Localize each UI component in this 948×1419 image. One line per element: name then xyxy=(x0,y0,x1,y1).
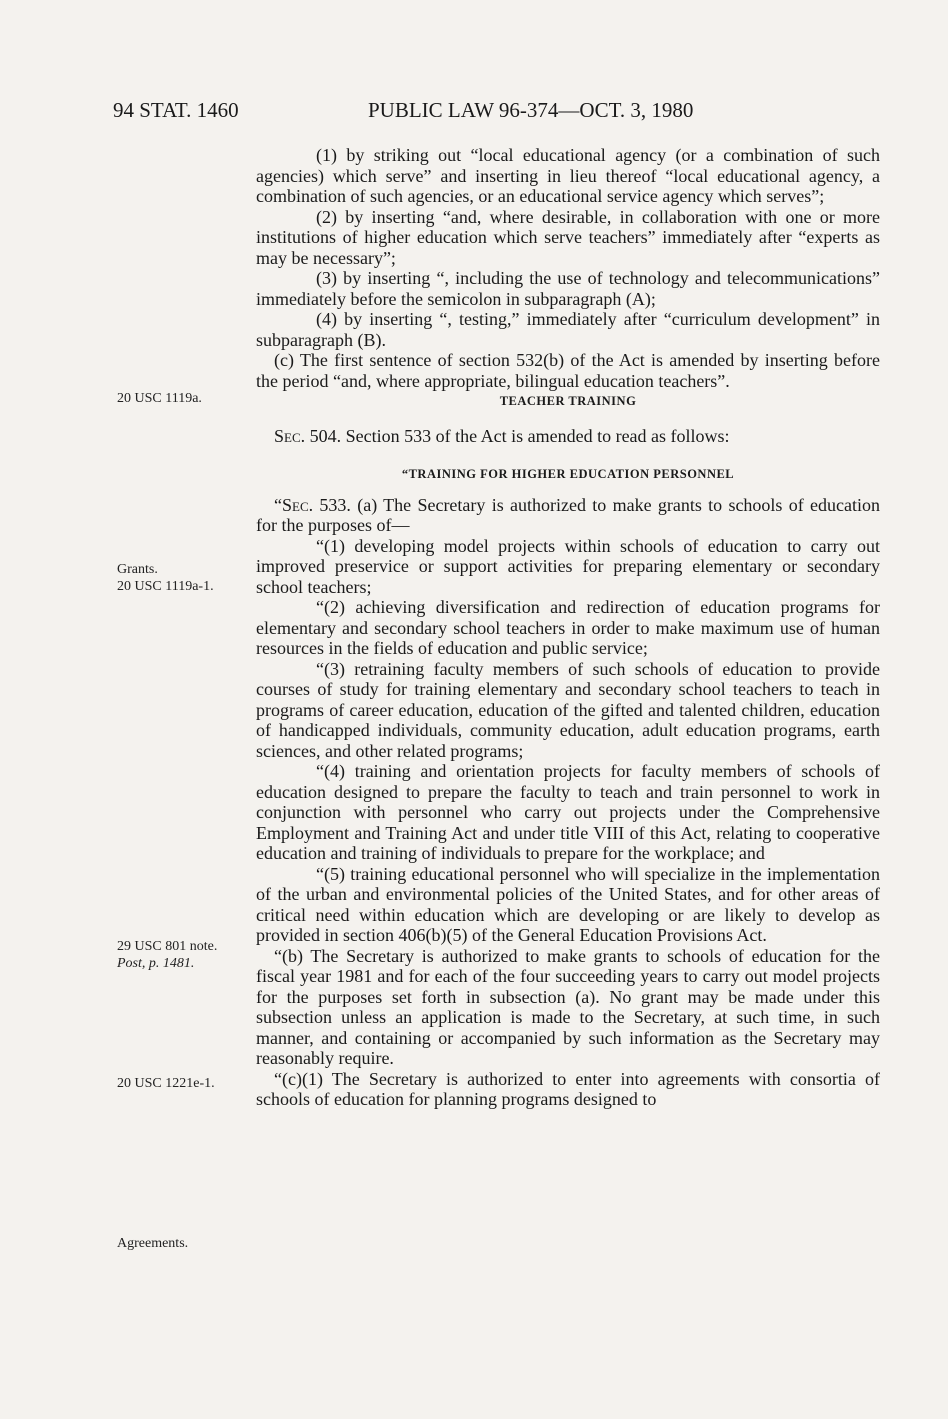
margin-note-usc-1119a-1: 20 USC 1119a-1. xyxy=(117,579,214,594)
stat-citation: 94 STAT. 1460 xyxy=(113,98,239,122)
law-title: PUBLIC LAW 96-374—OCT. 3, 1980 xyxy=(368,98,694,122)
clause-c1: “(c)(1) The Secretary is authorized to enter into agreements with consortia of schools of education for planning programs designed to xyxy=(256,1068,880,1109)
clause-b: “(b) The Secretary is authorized to make grants to schools of education for the fiscal year 1981 and for each of the four succeeding years to carry out model projects for the purposes set forth in subsection (a). No grant may be made under this subsection unless an application is made to the Secretary, at such time, in such manner, and containing or accompanied by such information as the Secretary may reasonably require. xyxy=(256,945,880,1068)
margin-note-grants: Grants. xyxy=(117,562,158,577)
paragraph-3: (3) by inserting “, including the use of technology and telecommunications” immediately before the semicolon in subparagraph (A); xyxy=(256,268,880,309)
paragraph-4: (4) by inserting “, testing,” immediately after “curriculum development” in subparagraph (B). xyxy=(256,309,880,350)
paragraph-5: (c) The first sentence of section 532(b) of the Act is amended by inserting before the period “and, where appropriate, bilingual education teachers”. xyxy=(256,350,880,391)
margin-note-agreements: Agreements. xyxy=(117,1236,189,1251)
document-body xyxy=(256,145,880,1110)
margin-note-usc-801: 29 USC 801 note. xyxy=(117,939,218,954)
margin-note-usc-1221e-1: 20 USC 1221e-1. xyxy=(117,1076,215,1091)
section-504-prefix: Sec. xyxy=(274,425,306,446)
clause-a2: “(2) achieving diversification and redirection of education programs for elementary and secondary school teachers in order to make maximum use of human resources in the fields of education and public service; xyxy=(256,597,880,658)
section-533 xyxy=(256,495,880,536)
paragraph-2: (2) by inserting “and, where desirable, in collaboration with one or more institutions of higher education which serve teachers” immediately after “experts as may be necessary”; xyxy=(256,206,880,268)
heading-training-higher-ed: “TRAINING FOR HIGHER EDUCATION PERSONNEL xyxy=(401,467,735,481)
section-533-text: 533. (a) The Secretary is authorized to make grants to schools of education for the purposes of— xyxy=(256,494,880,535)
paragraph-1: (1) by striking out “local educational agency (or a combination of such agencies) which serve” and inserting in lieu thereof “local educational agency, a combination of such agencies, or an educational service agency which serves”; xyxy=(256,145,880,206)
margin-note-post: Post, p. 1481. xyxy=(117,956,195,971)
section-504 xyxy=(256,426,880,447)
margin-note-usc-1119a: 20 USC 1119a. xyxy=(117,391,202,406)
clause-a5: “(5) training educational personnel who will specialize in the implementation of the urban and environmental policies of the United States, and for other areas of critical need within education which are developing or are likely to develop as provided in section 406(b)(5) of the General Education Provisions Act. xyxy=(256,863,880,945)
heading-teacher-training: TEACHER TRAINING xyxy=(499,394,637,408)
section-533-prefix: “Sec. xyxy=(274,494,314,515)
section-504-text: 504. Section 533 of the Act is amended to read as follows: xyxy=(305,425,730,446)
page-header xyxy=(113,98,883,128)
clause-a3: “(3) retraining faculty members of such schools of education to provide courses of study for training elementary and secondary school teachers to teach in programs of career education, education of the gifted and talented children, education of handicapped individuals, community education, adult education programs, earth sciences, and other related programs; xyxy=(256,658,880,761)
clause-a1: “(1) developing model projects within schools of education to carry out improved preservice or support activities for preparing elementary or secondary school teachers; xyxy=(256,535,880,597)
clause-a4: “(4) training and orientation projects for faculty members of schools of education designed to prepare the faculty to teach and train personnel to work in conjunction with personnel who carry out projects under the Comprehensive Employment and Training Act and under title VIII of this Act, relating to cooperative education and training of individuals to prepare for the workplace; and xyxy=(256,761,880,863)
